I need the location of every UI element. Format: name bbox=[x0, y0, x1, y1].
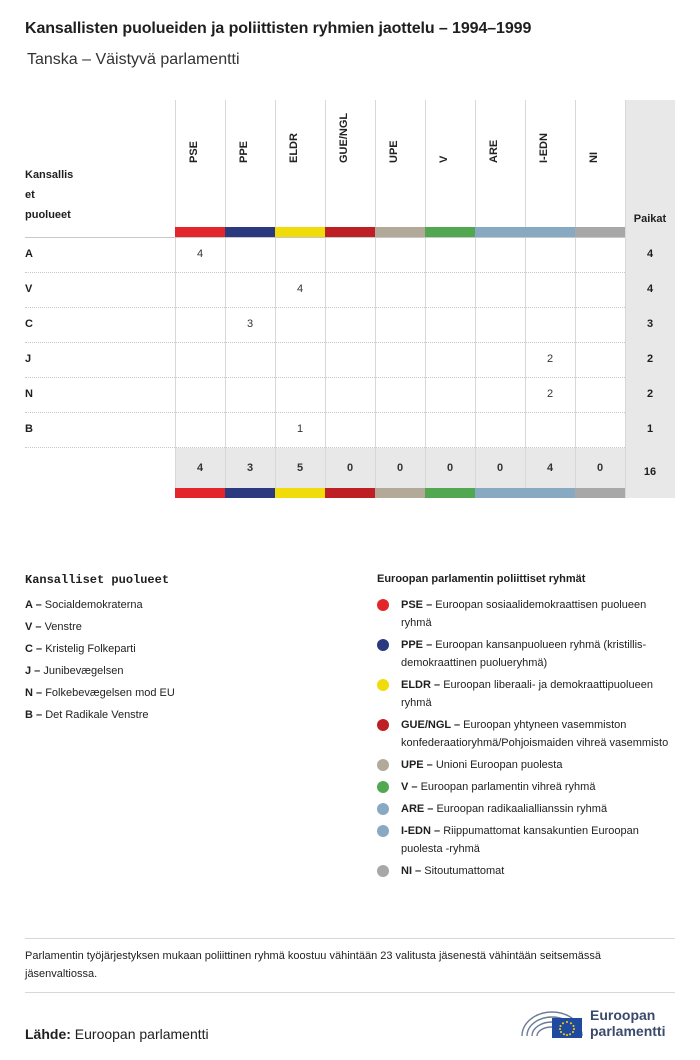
group-legend-item: PPE – Euroopan kansanpuolueen ryhmä (kristillis-demokraattinen puolueryhmä) bbox=[377, 636, 677, 672]
group-color-bar bbox=[375, 488, 425, 498]
source-value: Euroopan parlamentti bbox=[74, 1026, 209, 1042]
group-code: ARE bbox=[488, 139, 500, 163]
group-name: Euroopan sosiaalidemokraattisen puolueen ryhmä bbox=[401, 599, 647, 629]
group-code: I-EDN bbox=[538, 133, 550, 163]
column-total: 3 bbox=[246, 462, 254, 474]
party-name: Venstre bbox=[44, 621, 82, 633]
seats-column-background bbox=[625, 100, 675, 498]
party-code: N bbox=[25, 687, 33, 699]
column-total: 0 bbox=[596, 462, 604, 474]
group-code: PSE bbox=[401, 599, 424, 611]
row-total: 4 bbox=[646, 283, 654, 295]
group-color-dot-icon bbox=[377, 599, 389, 611]
row-separator bbox=[25, 342, 625, 343]
seat-cell: 2 bbox=[546, 388, 554, 400]
group-name: Euroopan kansanpuolueen ryhmä (kristillis-demokraattinen puolueryhmä) bbox=[401, 639, 647, 669]
seat-cell: 2 bbox=[546, 353, 554, 365]
group-code: V bbox=[401, 781, 409, 793]
group-color-dot-icon bbox=[377, 679, 389, 691]
group-code: UPE bbox=[401, 759, 424, 771]
party-row-label: J bbox=[25, 353, 32, 365]
group-code: PSE bbox=[188, 140, 200, 163]
group-code: V bbox=[438, 155, 450, 163]
group-code: ELDR bbox=[401, 679, 431, 691]
group-column-header bbox=[525, 100, 575, 227]
party-name: Junibevægelsen bbox=[43, 665, 124, 677]
group-code: ELDR bbox=[288, 133, 300, 163]
header-separator bbox=[25, 237, 625, 238]
party-code: A bbox=[25, 599, 33, 611]
party-legend-item: J – Junibevægelsen bbox=[25, 665, 124, 677]
group-color-bar bbox=[275, 227, 325, 237]
column-total: 0 bbox=[396, 462, 404, 474]
group-color-bar bbox=[225, 488, 275, 498]
groups-legend bbox=[377, 596, 677, 884]
column-divider bbox=[625, 100, 626, 498]
group-color-bar bbox=[575, 227, 625, 237]
row-separator bbox=[25, 307, 625, 308]
column-total: 4 bbox=[546, 462, 554, 474]
page-title: Kansallisten puolueiden ja poliittisten ryhmien jaottelu – 1994–1999 bbox=[25, 20, 532, 37]
seat-cell: 1 bbox=[296, 423, 304, 435]
seat-cell: 4 bbox=[196, 248, 204, 260]
column-total: 0 bbox=[496, 462, 504, 474]
footnote: Parlamentin työjärjestyksen mukaan poliittinen ryhmä koostuu vähintään 23 valitusta jäsenestä vähintään seitsemässä jäsenvaltiossa. bbox=[25, 950, 601, 980]
group-legend-item: NI – Sitoutumattomat bbox=[377, 862, 677, 880]
logo-text bbox=[590, 1007, 665, 1039]
party-row-label: B bbox=[25, 423, 33, 435]
column-total: 0 bbox=[346, 462, 354, 474]
party-legend-item: N – Folkebevægelsen mod EU bbox=[25, 687, 175, 699]
row-header-line: Kansallis bbox=[25, 169, 74, 181]
group-column-header bbox=[425, 100, 475, 227]
row-total: 2 bbox=[646, 353, 654, 365]
row-total: 4 bbox=[646, 248, 654, 260]
national-parties-legend-title: Kansalliset puolueet bbox=[25, 573, 170, 587]
group-color-dot-icon bbox=[377, 865, 389, 877]
group-code: NI bbox=[401, 865, 412, 877]
group-code: UPE bbox=[388, 140, 400, 163]
party-name: Folkebevægelsen mod EU bbox=[45, 687, 175, 699]
group-color-dot-icon bbox=[377, 719, 389, 731]
group-color-bar bbox=[475, 488, 525, 498]
row-separator bbox=[25, 377, 625, 378]
group-color-bar bbox=[325, 227, 375, 237]
national-parties-legend bbox=[25, 596, 345, 728]
column-total: 4 bbox=[196, 462, 204, 474]
group-code: GUE/NGL bbox=[401, 719, 451, 731]
group-color-bar bbox=[525, 488, 575, 498]
group-legend-item: UPE – Unioni Euroopan puolesta bbox=[377, 756, 677, 774]
party-code: B bbox=[25, 709, 33, 721]
group-column-header bbox=[475, 100, 525, 227]
group-name: Euroopan radikaaliallianssin ryhmä bbox=[436, 803, 608, 815]
group-legend-item: ELDR – Euroopan liberaali- ja demokraattipuolueen ryhmä bbox=[377, 676, 677, 712]
row-header-label bbox=[25, 165, 85, 225]
seat-cell: 3 bbox=[246, 318, 254, 330]
group-code: ARE bbox=[401, 803, 425, 815]
row-header-line: puolueet bbox=[25, 209, 71, 221]
group-color-dot-icon bbox=[377, 781, 389, 793]
group-color-bar bbox=[525, 227, 575, 237]
group-name: Sitoutumattomat bbox=[424, 865, 505, 877]
party-name: Kristelig Folkeparti bbox=[45, 643, 136, 655]
row-total: 3 bbox=[646, 318, 654, 330]
column-total: 0 bbox=[446, 462, 454, 474]
group-color-bar bbox=[275, 488, 325, 498]
group-code: PPE bbox=[401, 639, 424, 651]
party-name: Socialdemokraterna bbox=[44, 599, 143, 611]
party-code: J bbox=[25, 665, 32, 677]
group-column-header bbox=[225, 100, 275, 227]
column-total: 5 bbox=[296, 462, 304, 474]
party-legend-item: C – Kristelig Folkeparti bbox=[25, 643, 136, 655]
group-color-dot-icon bbox=[377, 825, 389, 837]
group-legend-item: GUE/NGL – Euroopan yhtyneen vasemmiston konfederaatioryhmä/Pohjoismaiden vihreä vasemmisto bbox=[377, 716, 677, 752]
group-color-bar bbox=[375, 227, 425, 237]
group-name: Euroopan liberaali- ja demokraattipuolueen ryhmä bbox=[401, 679, 653, 709]
group-code: NI bbox=[588, 152, 600, 163]
row-separator bbox=[25, 412, 625, 413]
group-color-dot-icon bbox=[377, 759, 389, 771]
divider bbox=[25, 992, 675, 993]
seat-cell: 4 bbox=[296, 283, 304, 295]
logo-text-line: parlamentti bbox=[590, 1023, 666, 1039]
group-color-bar bbox=[575, 488, 625, 498]
group-color-bar bbox=[225, 227, 275, 237]
group-column-header bbox=[575, 100, 625, 227]
source-label: Lähde: bbox=[25, 1026, 71, 1042]
group-legend-item: V – Euroopan parlamentin vihreä ryhmä bbox=[377, 778, 677, 796]
group-column-header bbox=[275, 100, 325, 227]
group-name: Riippumattomat kansakuntien Euroopan puolesta -ryhmä bbox=[401, 825, 639, 855]
party-row-label: A bbox=[25, 248, 33, 260]
party-legend-item: B – Det Radikale Venstre bbox=[25, 709, 149, 721]
party-legend-item: V – Venstre bbox=[25, 621, 82, 633]
logo-text-line: Euroopan bbox=[590, 1007, 656, 1023]
group-color-bar bbox=[175, 488, 225, 498]
party-row-label: C bbox=[25, 318, 33, 330]
group-name: Euroopan parlamentin vihreä ryhmä bbox=[420, 781, 596, 793]
party-row-label: N bbox=[25, 388, 33, 400]
source-line bbox=[25, 1026, 209, 1042]
group-legend-item: I-EDN – Riippumattomat kansakuntien Euroopan puolesta -ryhmä bbox=[377, 822, 677, 858]
seats-column-header: Paikat bbox=[633, 213, 667, 225]
group-name: Euroopan yhtyneen vasemmiston konfederaatioryhmä/Pohjoismaiden vihreä vasemmisto bbox=[401, 719, 669, 749]
group-color-dot-icon bbox=[377, 803, 389, 815]
group-code: I-EDN bbox=[401, 825, 431, 837]
row-separator bbox=[25, 447, 625, 448]
row-separator bbox=[25, 272, 625, 273]
party-legend-item: A – Socialdemokraterna bbox=[25, 599, 143, 611]
party-code: V bbox=[25, 621, 33, 633]
row-total: 1 bbox=[646, 423, 654, 435]
group-name: Unioni Euroopan puolesta bbox=[435, 759, 563, 771]
row-header-line: et bbox=[25, 189, 35, 201]
group-code: PPE bbox=[238, 140, 250, 163]
group-column-header bbox=[175, 100, 225, 227]
group-code: GUE/NGL bbox=[338, 112, 350, 163]
group-column-header bbox=[325, 100, 375, 227]
group-color-bar bbox=[425, 227, 475, 237]
group-color-bar bbox=[325, 488, 375, 498]
divider bbox=[25, 938, 675, 939]
group-color-dot-icon bbox=[377, 639, 389, 651]
group-column-header bbox=[375, 100, 425, 227]
row-total: 2 bbox=[646, 388, 654, 400]
group-legend-item: ARE – Euroopan radikaaliallianssin ryhmä bbox=[377, 800, 677, 818]
group-color-bar bbox=[175, 227, 225, 237]
party-name: Det Radikale Venstre bbox=[45, 709, 149, 721]
grand-total: 16 bbox=[643, 466, 657, 478]
party-row-label: V bbox=[25, 283, 33, 295]
page-subtitle: Tanska – Väistyvä parlamentti bbox=[27, 51, 240, 68]
groups-legend-title: Euroopan parlamentin poliittiset ryhmät bbox=[377, 573, 586, 585]
group-legend-item: PSE – Euroopan sosiaalidemokraattisen puolueen ryhmä bbox=[377, 596, 677, 632]
party-code: C bbox=[25, 643, 33, 655]
group-color-bar bbox=[475, 227, 525, 237]
group-color-bar bbox=[425, 488, 475, 498]
